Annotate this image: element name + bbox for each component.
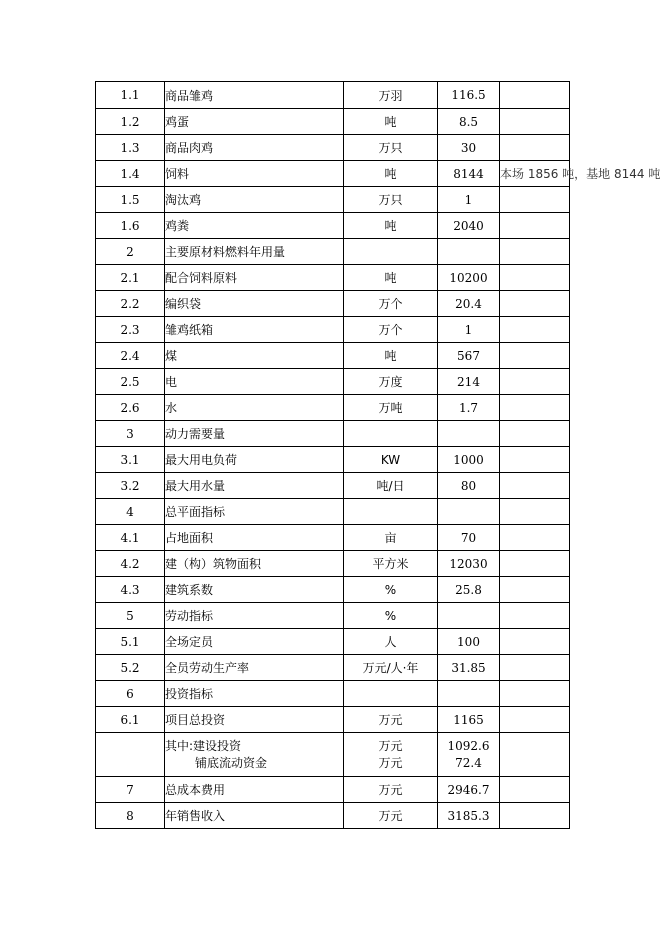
row-number <box>96 733 165 777</box>
table-row <box>96 395 570 421</box>
row-item: 全场定员 <box>165 629 344 655</box>
row-note <box>500 291 570 317</box>
table-row <box>96 213 570 239</box>
row-value <box>438 499 500 525</box>
row-unit <box>344 733 438 777</box>
row-number: 5.1 <box>96 629 165 655</box>
row-value: 30 <box>438 135 500 161</box>
row-number: 4.2 <box>96 551 165 577</box>
row-value: 116.5 <box>438 82 500 109</box>
row-number: 5.2 <box>96 655 165 681</box>
row-item: 建筑系数 <box>165 577 344 603</box>
table-row <box>96 82 570 109</box>
table-row <box>96 603 570 629</box>
row-item: 项目总投资 <box>165 707 344 733</box>
table-row <box>96 803 570 829</box>
row-unit: 吨 <box>344 213 438 239</box>
row-unit: KW <box>344 447 438 473</box>
table-row <box>96 109 570 135</box>
row-note <box>500 577 570 603</box>
row-number: 2.1 <box>96 265 165 291</box>
row-number: 7 <box>96 777 165 803</box>
row-number: 4.1 <box>96 525 165 551</box>
row-unit: 吨 <box>344 161 438 187</box>
table-row <box>96 577 570 603</box>
row-unit: 万个 <box>344 317 438 343</box>
row-unit: 吨 <box>344 109 438 135</box>
table-row <box>96 135 570 161</box>
row-number: 8 <box>96 803 165 829</box>
row-item: 年销售收入 <box>165 803 344 829</box>
value-construction-investment: 1092.6 <box>447 738 490 753</box>
row-value: 80 <box>438 473 500 499</box>
row-item: 电 <box>165 369 344 395</box>
table-row <box>96 681 570 707</box>
row-item: 建（构）筑物面积 <box>165 551 344 577</box>
row-number: 6.1 <box>96 707 165 733</box>
row-item: 煤 <box>165 343 344 369</box>
item-construction-investment: 其中:建设投资 <box>165 738 242 753</box>
row-unit <box>344 239 438 265</box>
row-value: 1165 <box>438 707 500 733</box>
row-item: 鸡粪 <box>165 213 344 239</box>
row-number: 1.2 <box>96 109 165 135</box>
table-row <box>96 499 570 525</box>
row-value: 8144 <box>438 161 500 187</box>
row-unit <box>344 499 438 525</box>
table-row <box>96 343 570 369</box>
table-row <box>96 187 570 213</box>
row-unit: 万度 <box>344 369 438 395</box>
row-unit <box>344 421 438 447</box>
row-unit: 吨 <box>344 265 438 291</box>
row-note <box>500 447 570 473</box>
row-unit <box>344 681 438 707</box>
row-value <box>438 681 500 707</box>
row-item: 水 <box>165 395 344 421</box>
row-number: 1.1 <box>96 82 165 109</box>
row-number: 6 <box>96 681 165 707</box>
table-row <box>96 291 570 317</box>
row-number: 5 <box>96 603 165 629</box>
row-value: 214 <box>438 369 500 395</box>
row-unit: % <box>344 603 438 629</box>
row-note <box>500 655 570 681</box>
row-note <box>500 317 570 343</box>
row-unit: 万元 <box>344 777 438 803</box>
row-note <box>500 135 570 161</box>
row-number: 2.5 <box>96 369 165 395</box>
row-value <box>438 603 500 629</box>
row-item: 投资指标 <box>165 681 344 707</box>
table-row <box>96 161 570 187</box>
row-note <box>500 265 570 291</box>
row-item: 总平面指标 <box>165 499 344 525</box>
row-note: 本场 1856 吨，基地 8144 吨 <box>500 161 570 187</box>
row-number: 1.5 <box>96 187 165 213</box>
row-unit: 平方米 <box>344 551 438 577</box>
row-unit: 万羽 <box>344 82 438 109</box>
row-number: 4 <box>96 499 165 525</box>
row-unit: 万元 <box>344 707 438 733</box>
table-row <box>96 317 570 343</box>
row-value: 1000 <box>438 447 500 473</box>
row-note <box>500 707 570 733</box>
row-item: 劳动指标 <box>165 603 344 629</box>
row-value: 1.7 <box>438 395 500 421</box>
row-note <box>500 733 570 777</box>
row-unit: 吨/日 <box>344 473 438 499</box>
row-item: 编织袋 <box>165 291 344 317</box>
row-item: 商品肉鸡 <box>165 135 344 161</box>
row-item: 饲料 <box>165 161 344 187</box>
row-number: 3.1 <box>96 447 165 473</box>
unit-construction-investment: 万元 <box>378 738 403 753</box>
row-number: 2.3 <box>96 317 165 343</box>
row-unit: % <box>344 577 438 603</box>
table-row-investment-breakdown <box>96 733 570 777</box>
table-row <box>96 369 570 395</box>
row-unit: 吨 <box>344 343 438 369</box>
table-row <box>96 239 570 265</box>
row-value: 12030 <box>438 551 500 577</box>
table-row <box>96 525 570 551</box>
row-number: 2.4 <box>96 343 165 369</box>
row-value: 1 <box>438 317 500 343</box>
row-note <box>500 421 570 447</box>
row-item: 全员劳动生产率 <box>165 655 344 681</box>
row-item: 鸡蛋 <box>165 109 344 135</box>
row-value: 3185.3 <box>438 803 500 829</box>
row-unit: 万个 <box>344 291 438 317</box>
row-note <box>500 629 570 655</box>
row-note <box>500 499 570 525</box>
row-unit: 万元 <box>344 803 438 829</box>
row-note <box>500 473 570 499</box>
row-number: 1.4 <box>96 161 165 187</box>
row-item: 配合饲料原料 <box>165 265 344 291</box>
row-unit: 亩 <box>344 525 438 551</box>
row-unit: 万吨 <box>344 395 438 421</box>
row-note <box>500 803 570 829</box>
row-number: 2.6 <box>96 395 165 421</box>
table-row <box>96 265 570 291</box>
row-unit: 万只 <box>344 135 438 161</box>
indicator-table <box>95 81 661 829</box>
row-item: 动力需要量 <box>165 421 344 447</box>
row-item: 雏鸡纸箱 <box>165 317 344 343</box>
value-working-capital: 72.4 <box>455 755 482 770</box>
row-unit: 人 <box>344 629 438 655</box>
row-note <box>500 109 570 135</box>
row-value: 10200 <box>438 265 500 291</box>
item-working-capital: 铺底流动资金 <box>195 755 268 770</box>
table-row <box>96 551 570 577</box>
row-value <box>438 421 500 447</box>
table-row <box>96 473 570 499</box>
row-item: 总成本费用 <box>165 777 344 803</box>
row-note <box>500 369 570 395</box>
row-number: 3.2 <box>96 473 165 499</box>
row-number: 2.2 <box>96 291 165 317</box>
row-value: 567 <box>438 343 500 369</box>
row-note <box>500 239 570 265</box>
row-note <box>500 777 570 803</box>
row-note <box>500 525 570 551</box>
row-number: 1.6 <box>96 213 165 239</box>
row-value: 70 <box>438 525 500 551</box>
row-number: 2 <box>96 239 165 265</box>
row-note <box>500 213 570 239</box>
row-value: 2946.7 <box>438 777 500 803</box>
row-value: 25.8 <box>438 577 500 603</box>
row-note <box>500 603 570 629</box>
table-row <box>96 777 570 803</box>
row-number: 1.3 <box>96 135 165 161</box>
row-value: 8.5 <box>438 109 500 135</box>
table-row <box>96 707 570 733</box>
row-item: 最大用电负荷 <box>165 447 344 473</box>
row-note <box>500 343 570 369</box>
unit-working-capital: 万元 <box>378 755 403 770</box>
row-note <box>500 681 570 707</box>
row-value: 1 <box>438 187 500 213</box>
row-item: 最大用水量 <box>165 473 344 499</box>
row-item: 主要原材料燃料年用量 <box>165 239 344 265</box>
row-item: 淘汰鸡 <box>165 187 344 213</box>
table-row <box>96 447 570 473</box>
row-item: 商品雏鸡 <box>165 82 344 109</box>
table-row <box>96 629 570 655</box>
row-note <box>500 187 570 213</box>
row-value: 100 <box>438 629 500 655</box>
row-value <box>438 239 500 265</box>
row-value: 2040 <box>438 213 500 239</box>
row-number: 4.3 <box>96 577 165 603</box>
row-note <box>500 395 570 421</box>
table-row <box>96 655 570 681</box>
row-number: 3 <box>96 421 165 447</box>
row-item: 占地面积 <box>165 525 344 551</box>
row-note <box>500 551 570 577</box>
table-row <box>96 421 570 447</box>
row-value <box>438 733 500 777</box>
row-note <box>500 82 570 109</box>
row-value: 31.85 <box>438 655 500 681</box>
row-unit: 万只 <box>344 187 438 213</box>
row-item <box>165 733 344 777</box>
row-unit: 万元/人·年 <box>344 655 438 681</box>
row-value: 20.4 <box>438 291 500 317</box>
